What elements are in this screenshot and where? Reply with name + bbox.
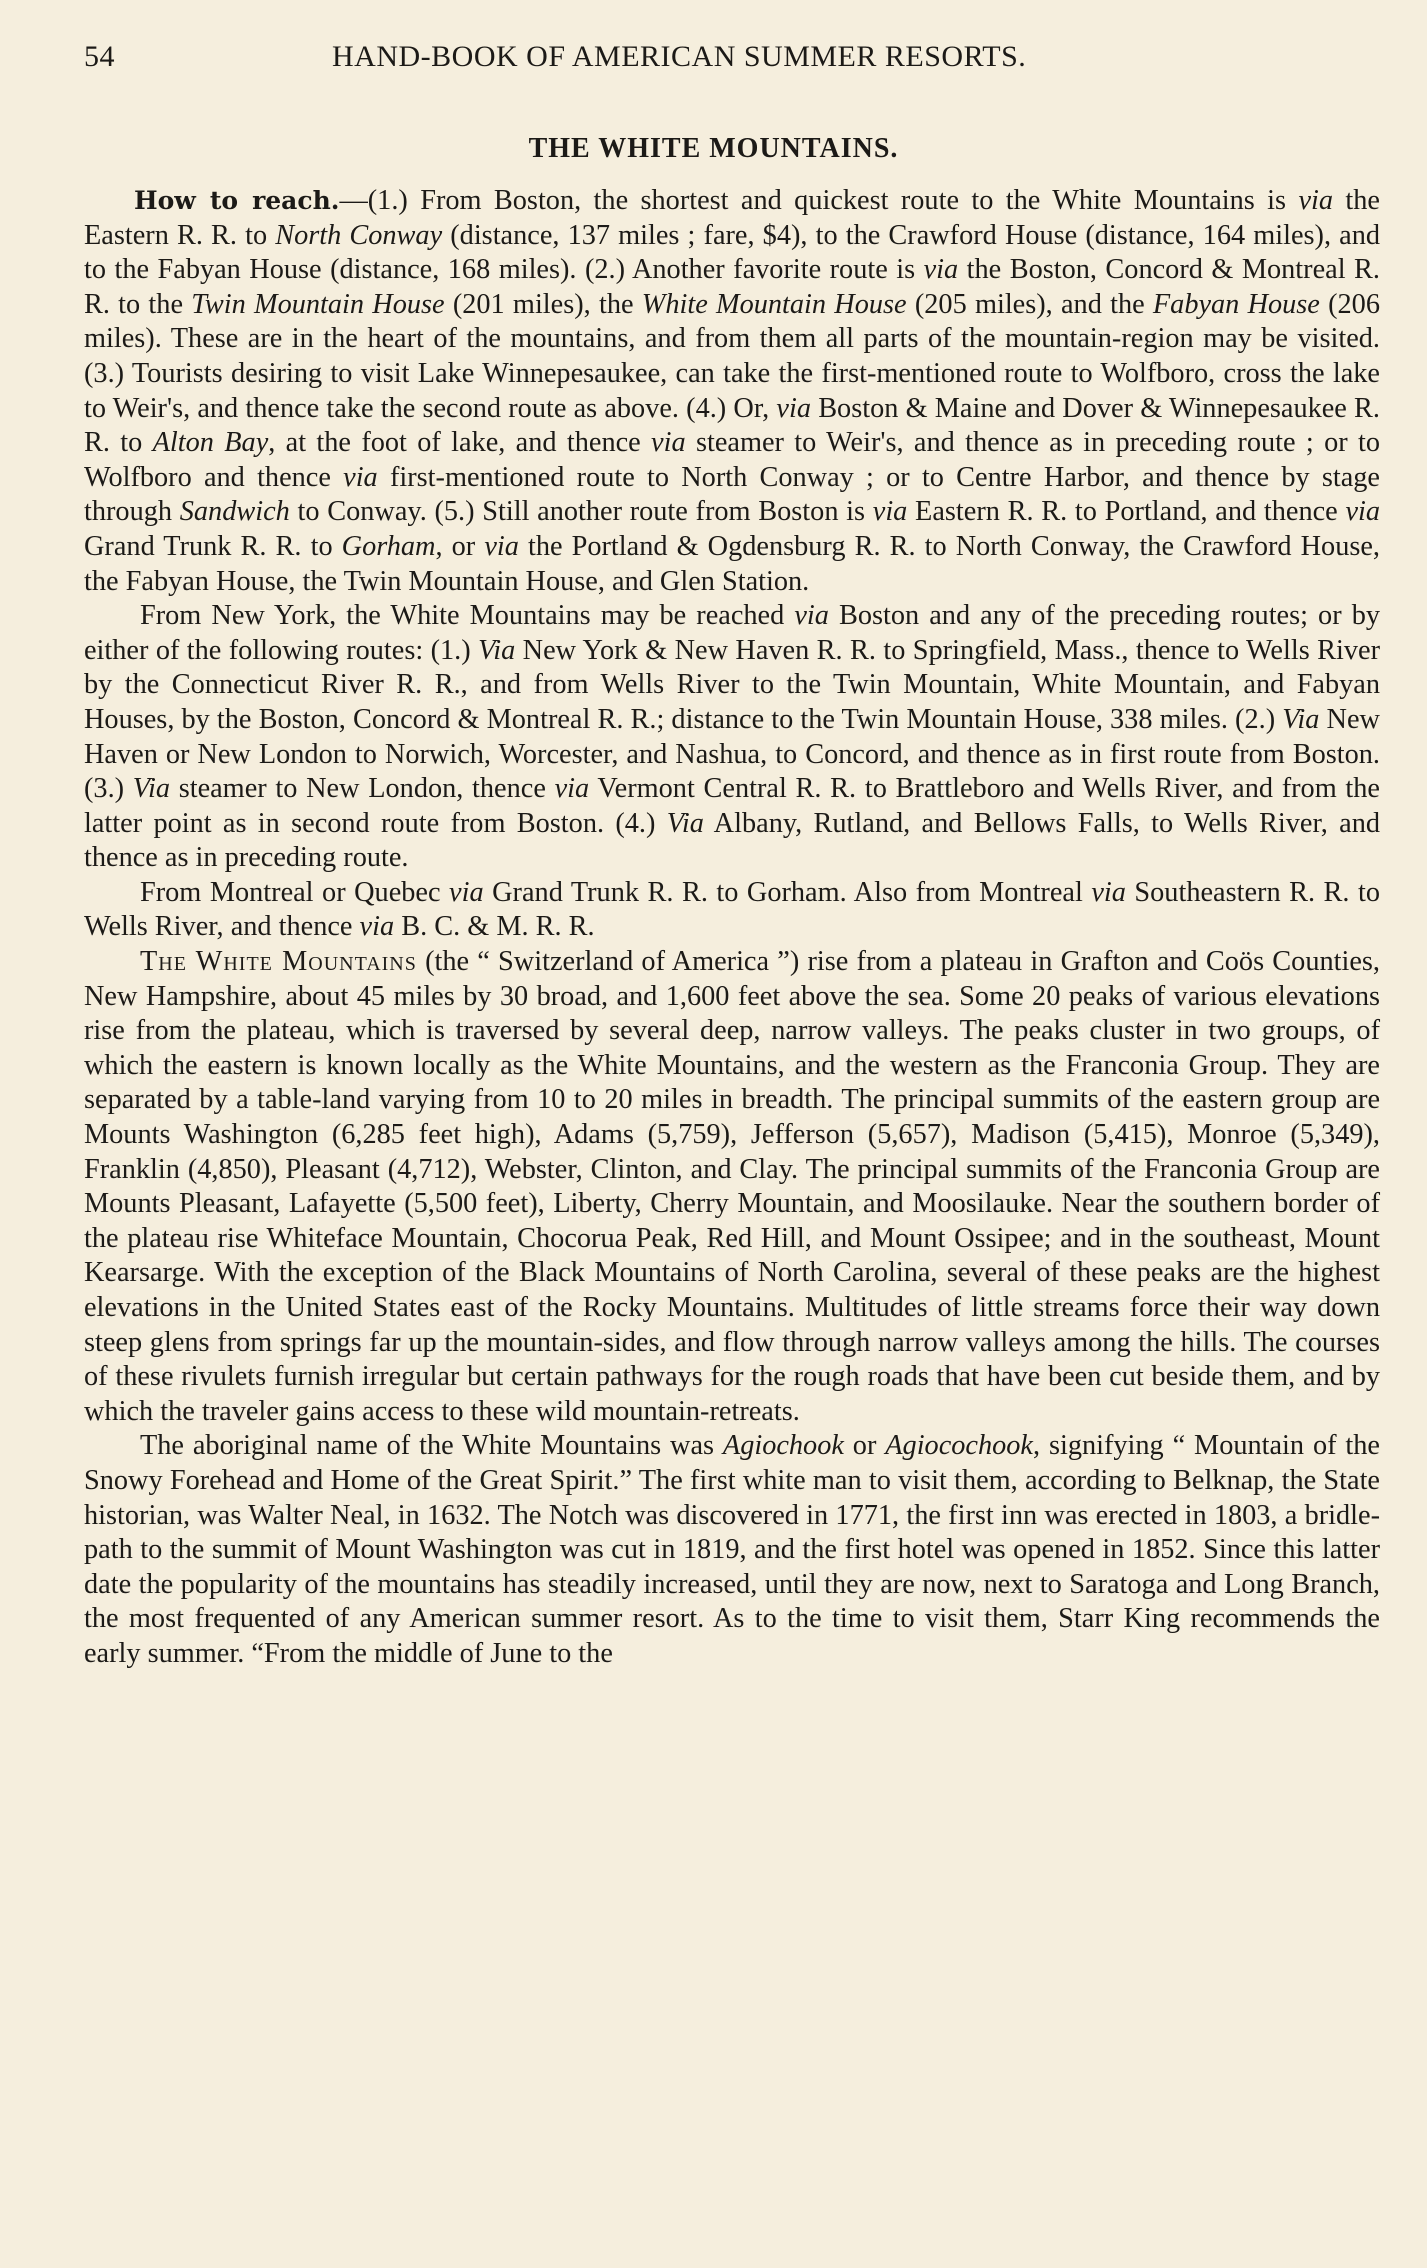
italic-text: via <box>554 773 590 805</box>
italic-text: Via <box>478 634 516 666</box>
text-run: steamer to New London, thence <box>169 773 555 805</box>
text-run: Boston & Maine and Dover & Winnepesaukee R. R. to <box>84 392 1380 459</box>
lead-heading: How to reach. <box>134 186 340 215</box>
text-run: or <box>843 1430 886 1462</box>
italic-text: White Mountain House <box>641 288 907 320</box>
text-run: New Haven or New London to Norwich, Worcester, and Nashua, to Concord, and thence as in first route from Boston. (3.) <box>84 703 1380 805</box>
running-title: HAND-BOOK OF AMERICAN SUMMER RESORTS. <box>332 40 1027 73</box>
italic-text: via <box>1298 185 1334 216</box>
text-run: The aboriginal name of the White Mountains was <box>140 1430 723 1462</box>
italic-text: via <box>1345 496 1381 528</box>
text-run: the Portland & Ogdensburg R. R. to North Conway, the Crawford House, the Fabyan House, the Twin Mountain House, and Glen Station. <box>84 530 1380 597</box>
text-run: From Montreal or Quebec <box>140 876 450 908</box>
text-run: Grand Trunk R. R. to Gorham. Also from Montreal <box>483 876 1092 908</box>
text-run: the Eastern R. R. to <box>84 185 1380 251</box>
text-run: Albany, Rutland, and Bellows Falls, to Wells River, and thence as in preceding route. <box>84 807 1380 874</box>
text-run: first-mentioned route to North Conway ; or to Centre Harbor, and thence by stage through <box>84 461 1380 528</box>
text-run: From New York, the White Mountains may be reached <box>140 600 795 632</box>
italic-text: Twin Mountain House <box>191 288 445 320</box>
running-header <box>84 40 1380 80</box>
italic-text: via <box>343 461 378 493</box>
paragraph-from-new-york <box>84 599 1380 876</box>
italic-text: Gorham <box>341 530 436 562</box>
italic-text: via <box>1091 876 1126 908</box>
section-title: THE WHITE MOUNTAINS. <box>528 133 899 164</box>
paragraph-how-to-reach <box>84 184 1380 599</box>
italic-text: Via <box>1282 703 1320 735</box>
italic-text: Via <box>666 807 704 839</box>
italic-text: Alton Bay <box>152 427 269 459</box>
italic-text: via <box>651 427 686 459</box>
text-run: —(1.) From Boston, the shortest and quickest route to the White Mountains is <box>339 185 1299 216</box>
italic-text: Fabyan House <box>1152 288 1320 320</box>
italic-text: via <box>794 600 829 632</box>
text-run: Boston and any of the preceding routes; or by either of the following routes: (1.) <box>84 600 1380 666</box>
italic-text: Agiocochook <box>885 1430 1033 1462</box>
text-run: the Boston, Concord & Montreal R. R. to the <box>84 254 1380 320</box>
text-run: , at the foot of lake, and thence <box>268 427 652 459</box>
body-text <box>84 184 1380 1672</box>
italic-text: via <box>449 876 484 908</box>
text-run: (201 miles), the <box>444 288 642 320</box>
text-run: steamer to Weir's, and thence as in preceding route ; or to Wolfboro and thence <box>84 427 1380 493</box>
paragraph-description <box>84 945 1380 1429</box>
text-run: (205 miles), and the <box>906 288 1153 320</box>
italic-text: via <box>484 530 519 562</box>
italic-text: via <box>776 392 811 424</box>
page-number: 54 <box>84 40 115 73</box>
text-run: New York & New Haven R. R. to Springfield, Mass., thence to Wells River by the Connecticut River R. R., and from Wells River to the Twin Mountain, White Mountain, and Fabyan Houses, by the Boston, Concord & Montreal R. R.; distance to the Twin Mountain House, 338 miles. (2.) <box>84 634 1380 735</box>
italic-text: Sandwich <box>179 496 290 528</box>
text-run: (distance, 137 miles ; fare, $4), to the Crawford House (distance, 164 miles), and to the Fabyan House (distance, 168 miles). (2.) Another favorite route is <box>84 219 1381 286</box>
italic-text: via <box>872 496 908 528</box>
italic-text: Via <box>132 773 170 805</box>
paragraph-from-montreal <box>84 876 1380 945</box>
text-run: (the “ Switzerland of America ”) rise from a plateau in Grafton and Coös Counties, New Hampshire, about 45 miles by 30 broad, and 1,600 feet above the sea. Some 20 peaks of various elevations rise from the plateau, which is traversed by several deep, narrow valleys. The peaks cluster in two groups, of which the eastern is known locally as the White Mountains, and the western as the Franconia Group. They are separated by a table-land varying from 10 to 20 miles in breadth. The principal summits of the eastern group are Mounts Washington (6,285 feet high), Adams (5,759), Jefferson (5,657), Madison (5,415), Monroe (5,349), Franklin (4,850), Pleasant (4,712), Webster, Clinton, and Clay. The principal summits of the Franconia Group are Mounts Pleasant, Lafayette (5,500 feet), Liberty, Cherry Mountain, and Moosilauke. Near the southern border of the plateau rise Whiteface Mountain, Chocorua Peak, Red Hill, and Mount Ossipee; and in the southeast, Mount Kearsarge. With the exception of the Black Mountains of North Carolina, several of these peaks are the highest elevations in the United States east of the Rocky Mountains. Multitudes of little streams force their way down steep glens from springs far up the mountain-sides, and flow through narrow valleys among the hills. The courses of these rivulets furnish irregular but certain pathways for the rough roads that have been cut beside them, and by which the traveler gains access to these wild mountain-retreats. <box>84 946 1380 1427</box>
paragraph-history <box>84 1429 1380 1671</box>
text-run: to Conway. (5.) Still another route from Boston is <box>289 496 873 528</box>
text-run: (206 miles). These are in the heart of the mountains, and from them all parts of the mountain-region may be visited. (3.) Tourists desiring to visit Lake Winnepesaukee, can take the first-mentioned route to Wolfboro, cross the lake to Weir's, and thence take the second route as above. (4.) Or, <box>84 288 1380 424</box>
text-run: , or <box>435 530 485 562</box>
text-run: Vermont Central R. R. to Brattleboro and Wells River, and from the latter point as in second route from Boston. (4.) <box>84 773 1380 839</box>
italic-text: North Conway <box>275 219 443 251</box>
small-caps-text: The White Mountains <box>140 946 417 978</box>
text-run: Grand Trunk R. R. to <box>84 530 342 562</box>
italic-text: via <box>359 911 395 943</box>
text-run: , signifying “ Mountain of the Snowy Forehead and Home of the Great Spirit.” The first white man to visit them, according to Belknap, the State historian, was Walter Neal, in 1632. The Notch was discovered in 1771, the first inn was erected in 1803, a bridle-path to the summit of Mount Washington was cut in 1819, and the first hotel was opened in 1852. Since this latter date the popularity of the mountains has steadily increased, until they are now, next to Saratoga and Long Branch, the most frequented of any American summer resort. As to the time to visit them, Starr King recommends the early summer. “From the middle of June to the <box>84 1430 1380 1669</box>
italic-text: via <box>923 254 959 286</box>
text-run: B. C. & M. R. R. <box>394 911 595 943</box>
text-run: Southeastern R. R. to Wells River, and thence <box>84 876 1381 943</box>
text-run: Eastern R. R. to Portland, and thence <box>907 496 1346 528</box>
italic-text: Agiochook <box>722 1430 844 1462</box>
